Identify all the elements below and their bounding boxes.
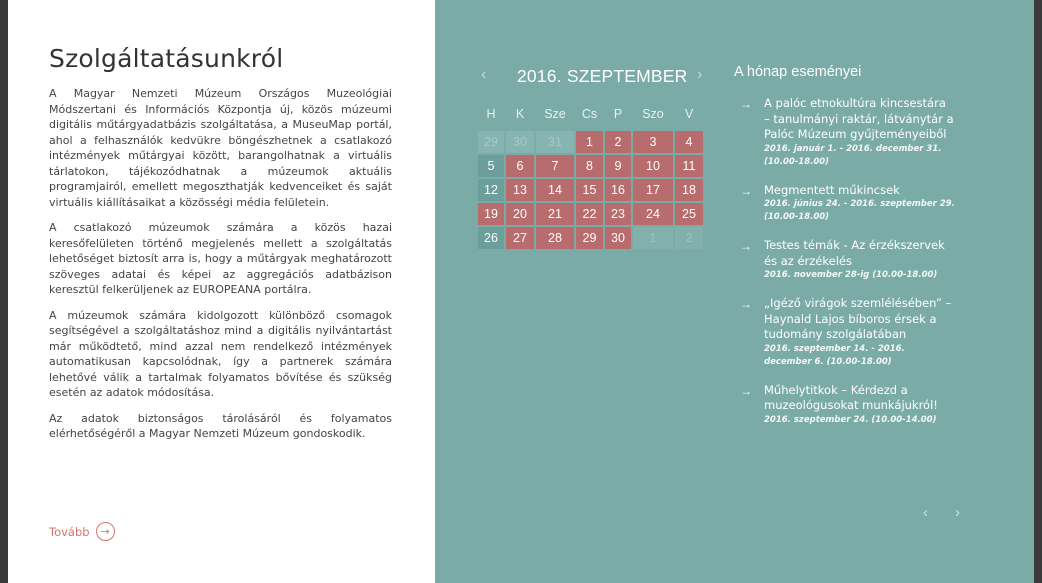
arrow-right-icon: → [740,383,752,398]
calendar-day-event[interactable]: 7 [536,155,574,177]
calendar-day-event[interactable]: 10 [633,155,673,177]
calendar-day-event[interactable]: 14 [536,179,574,201]
event-name-link[interactable]: Megmentett műkincsek [764,182,900,197]
event-item [740,238,955,282]
event-name-link[interactable]: Testes témák - Az érzékszervek és az érzékelés [764,238,945,268]
calendar-day: 5 [478,155,504,177]
calendar-day: 30 [506,131,534,153]
calendar-week-row [478,155,703,177]
chevron-right-icon[interactable]: › [697,66,703,83]
calendar-day-event[interactable]: 27 [506,227,534,249]
weekday-label: Szo [642,107,664,121]
calendar-day: 2 [675,227,703,249]
calendar-header [435,64,720,88]
weekday-label: H [486,107,496,121]
about-text [49,86,392,452]
calendar-panel [435,0,1034,583]
weekday-row [478,103,703,129]
chevron-left-icon[interactable]: ‹ [481,66,487,83]
calendar-day-event[interactable]: 16 [605,179,631,201]
event-name-link[interactable]: A palóc etnokultúra kincsestára – tanulmányi raktár, látványtár a Palóc Múzeum gyűjteményeiből [764,96,954,141]
calendar-day-event[interactable]: 9 [605,155,631,177]
calendar-grid [478,103,703,251]
event-date: 2016. január 1. - 2016. december 31. (10.00-18.00) [764,143,942,167]
arrow-right-icon: → [740,239,752,253]
event-item [740,383,955,427]
about-paragraph: A múzeumok számára kidolgozott különböző csomagok segítségével a szolgáltatáshoz mind a digitális nyilvántartást már működtető, mind azzal nem rendelkező intézmények automatikusan kapcsolódnak, így a partnerek számára lehetővé válik a tartalmak folyamatos bővítése és szükség esetén az adatok módosítása. [49,308,392,399]
about-paragraph: A csatlakozó múzeumok számára a közös hazai keresőfelületen történő megjelenés mellett a szolgáltatás lehetőséget biztosít arra is, hogy a műtárgyak meghatározott szöveges adatai és képei az aggregációs adatbázison keresztül felkerüljenek az EUROPEANA portálra. [49,221,392,296]
arrow-right-circle-icon: → [96,522,115,541]
weekday-label: K [515,107,525,121]
right-edge [1034,0,1042,583]
calendar-week-row [478,131,703,153]
calendar-day-event[interactable]: 22 [576,203,603,225]
chevron-right-icon[interactable]: › [955,504,960,521]
calendar-day: 1 [633,227,673,249]
about-paragraph: Az adatok biztonságos tárolásáról és folyamatos elérhetőségéről a Magyar Nemzeti Múzeum gondoskodik. [49,411,392,440]
weekday-label: P [613,107,623,121]
about-title: Szolgáltatásunkról [49,44,284,73]
calendar-day-event[interactable]: 15 [576,179,603,201]
event-item [740,96,955,169]
event-item [740,296,955,369]
calendar-day-event[interactable]: 17 [633,179,673,201]
event-date: 2016. november 28-ig (10.00-18.00) [764,270,938,280]
arrow-right-icon: → [740,297,752,311]
event-date: 2016. szeptember 14. - 2016. december 6. (10.00-18.00) [764,343,905,367]
calendar-day-event[interactable]: 11 [675,155,703,177]
calendar-week-row [478,203,703,225]
events-title: A hónap eseményei [734,64,862,80]
calendar-day-event[interactable]: 29 [576,227,603,249]
more-link[interactable] [49,522,115,541]
calendar-day-event[interactable]: 25 [675,203,703,225]
more-label: Tovább [49,524,90,539]
calendar-day-event[interactable]: 8 [576,155,603,177]
arrow-right-icon: → [740,183,752,198]
event-item [740,183,955,225]
calendar-day-event[interactable]: 20 [506,203,534,225]
calendar-day-event[interactable]: 4 [675,131,703,153]
calendar-day-event[interactable]: 1 [576,131,603,153]
event-name-link[interactable]: Műhelytitkok – Kérdezd a muzeológusokat munkájukról! [764,382,938,412]
calendar-day-event[interactable]: 3 [633,131,673,153]
event-date: 2016. szeptember 24. (10.00-14.00) [764,414,937,425]
weekday-label: Cs [581,107,598,121]
calendar-day-event[interactable]: 13 [506,179,534,201]
calendar-day-event[interactable]: 19 [478,203,504,225]
calendar-day: 12 [478,179,504,201]
calendar-day-event[interactable]: 2 [605,131,631,153]
about-paragraph: A Magyar Nemzeti Múzeum Országos Muzeológiai Módszertani és Információs Központja új, közös múzeumi digitális műtárgyadatbázis szolgáltatása, a MuseuMap portál, ahol a felhasználók kedvükre böngészhetnek a csatlakozó intézmények műtárgyai között, barangolhatnak a virtuális tárlatokon, tájékozódhatnak a múzeumok aktuális programjairól, emellett megoszthatják kedvenceiket és saját virtuális kiállításaikat a közösségi média felületein. [49,87,392,209]
weekday-label: Sze [544,107,566,121]
calendar-day: 29 [478,131,504,153]
calendar-day-event[interactable]: 21 [536,203,574,225]
calendar-month-title: 2016. SZEPTEMBER [517,66,688,86]
calendar-day-event[interactable]: 23 [605,203,631,225]
event-name-link[interactable]: „Igéző virágok szemlélésében” – Haynald Lajos bíboros érsek a tudomány szolgálatában [764,296,952,341]
weekday-label: V [684,107,694,121]
calendar-day-event[interactable]: 24 [633,203,673,225]
calendar-day: 31 [536,131,574,153]
left-edge [0,0,8,583]
event-date: 2016. június 24. - 2016. szeptember 29. (10.00-18.00) [764,199,955,222]
calendar-week-row [478,179,703,201]
calendar-day-event[interactable]: 28 [536,227,574,249]
chevron-left-icon[interactable]: ‹ [923,504,928,521]
calendar-day-event[interactable]: 30 [605,227,631,249]
calendar-day: 26 [478,227,504,249]
arrow-right-icon: → [740,97,752,111]
calendar-week-row [478,227,703,249]
event-list [740,96,955,441]
about-panel [8,0,435,583]
calendar-day-event[interactable]: 18 [675,179,703,201]
calendar-day-event[interactable]: 6 [506,155,534,177]
